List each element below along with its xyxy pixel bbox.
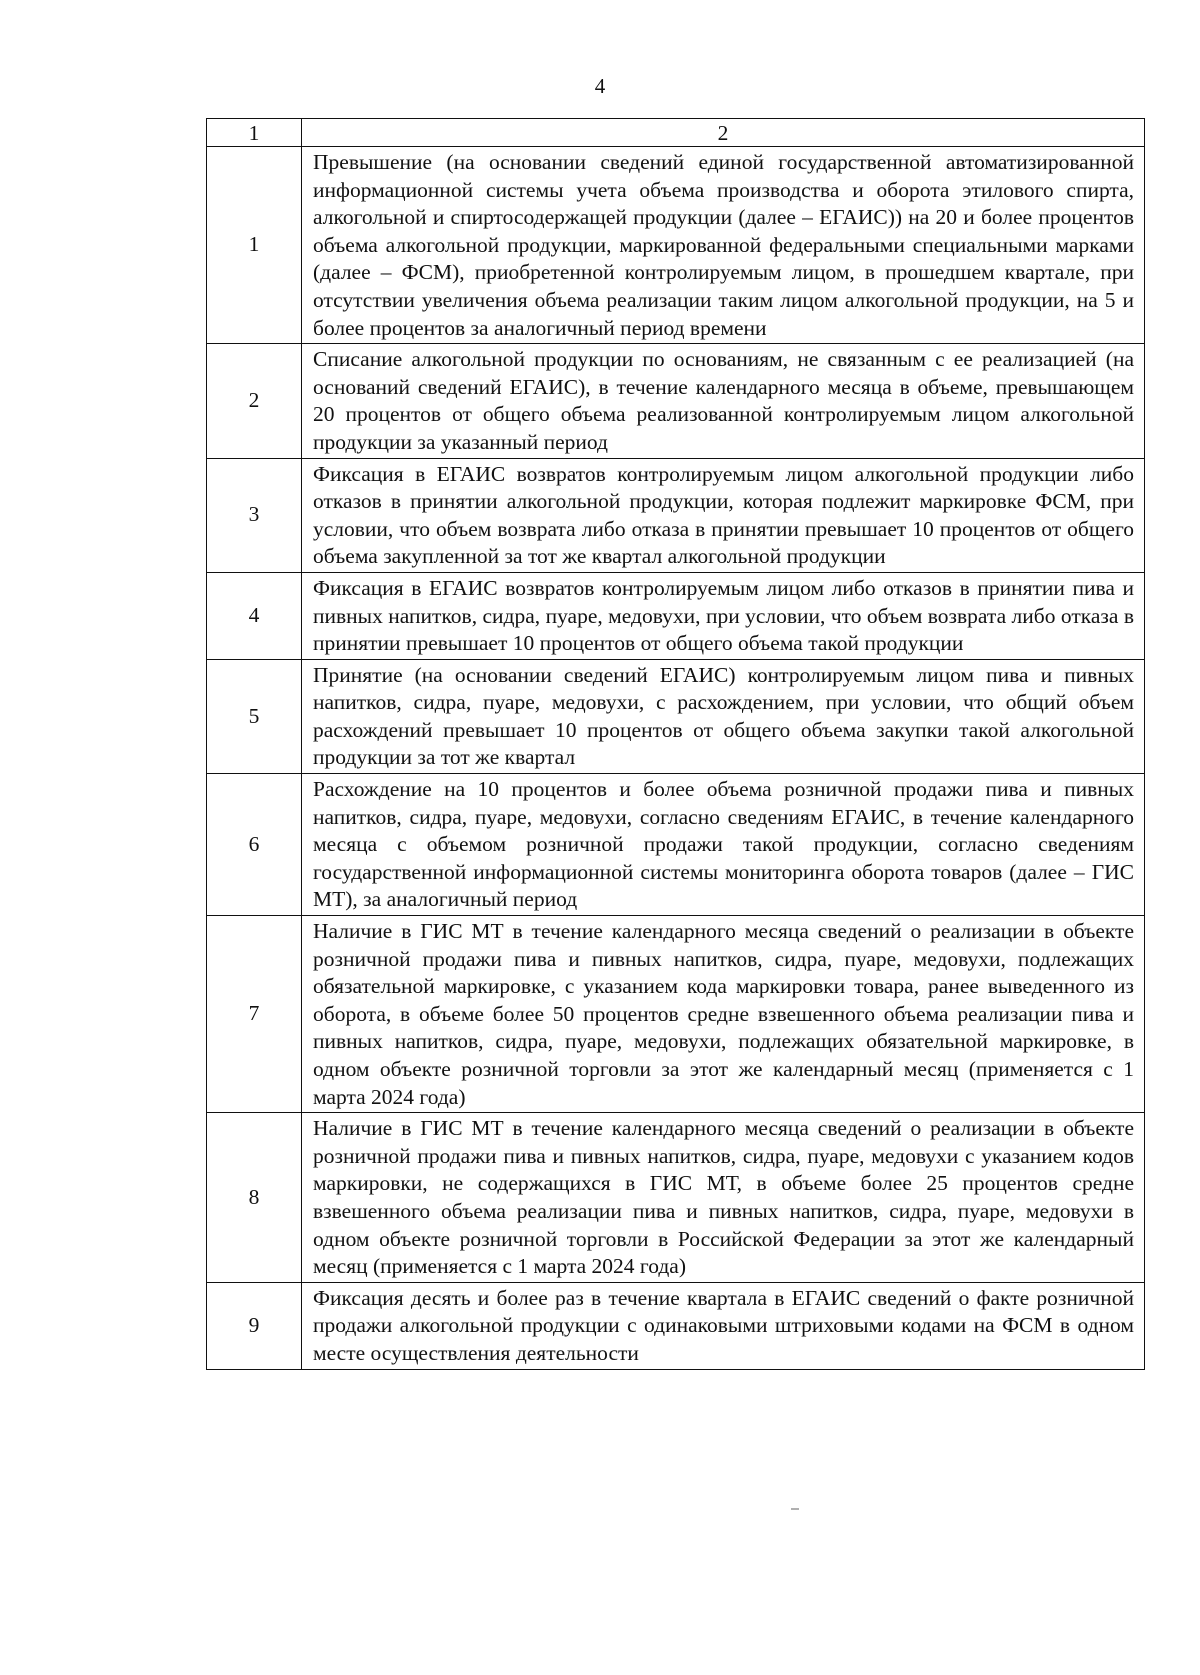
row-number: 4 [207,572,302,659]
row-number: 1 [207,147,302,344]
row-text: Списание алкогольной продукции по основаниям, не связанным с ее реализацией (на оснований сведений ЕГАИС), в течение календарного месяца в объеме, превышающем 20 процентов от общего объема реализованной контролируемым лицом алкогольной продукции за указанный период [302,344,1145,458]
page-number: 4 [594,74,606,98]
table-row [207,344,1145,458]
table-row [207,147,1145,344]
risk-indicators-table [206,118,1145,1370]
column-header-description: 2 [302,119,1145,147]
table-row [207,1282,1145,1369]
table-row [207,774,1145,916]
row-number: 9 [207,1282,302,1369]
row-text: Фиксация десять и более раз в течение квартала в ЕГАИС сведений о факте розничной продажи алкогольной продукции с одинаковыми штриховыми кодами на ФСМ в одном месте осуществления деятельности [302,1282,1145,1369]
row-text: Наличие в ГИС МТ в течение календарного месяца сведений о реализации в объекте розничной продажи пива и пивных напитков, сидра, пуаре, медовухи с указанием кодов маркировки, не содержащихся в ГИС МТ, в объеме более 25 процентов средне взвешенного объема реализации пива и пивных напитков, сидра, пуаре, медовухи в одном объекте розничной торговли в Российской Федерации за этот же календарный месяц (применяется с 1 марта 2024 года) [302,1113,1145,1283]
row-text: Расхождение на 10 процентов и более объема розничной продажи пива и пивных напитков, сидра, пуаре, медовухи, согласно сведениям ЕГАИС, в течение календарного месяца с объемом розничной продажи такой продукции, согласно сведениям государственной информационной системы мониторинга оборота товаров (далее – ГИС МТ), за аналогичный период [302,774,1145,916]
row-number: 7 [207,916,302,1113]
table-row [207,458,1145,572]
row-text: Фиксация в ЕГАИС возвратов контролируемым лицом либо отказов в принятии пива и пивных напитков, сидра, пуаре, медовухи, при условии, что объем возврата либо отказа в принятии превышает 10 процентов от общего объема такой продукции [302,572,1145,659]
table-row [207,572,1145,659]
row-number: 5 [207,659,302,773]
row-text: Превышение (на основании сведений единой государственной автоматизированной информационной системы учета объема производства и оборота этилового спирта, алкогольной и спиртосодержащей продукции (далее – ЕГАИС)) на 20 и более процентов объема алкогольной продукции, маркированной федеральными специальными марками (далее – ФСМ), приобретенной контролируемым лицом, в прошедшем квартале, при отсутствии увеличения объема реализации таким лицом алкогольной продукции, на 5 и более процентов за аналогичный период времени [302,147,1145,344]
table-row [207,1113,1145,1283]
row-number: 3 [207,458,302,572]
table-row [207,659,1145,773]
row-text: Принятие (на основании сведений ЕГАИС) контролируемым лицом пива и пивных напитков, сидра, пуаре, медовухи, с расхождением, при условии, что общий объем расхождений превышает 10 процентов от общего объема закупки такой алкогольной продукции за тот же квартал [302,659,1145,773]
scan-speck [791,1508,799,1510]
row-text: Фиксация в ЕГАИС возвратов контролируемым лицом алкогольной продукции либо отказов в принятии алкогольной продукции, которая подлежит маркировке ФСМ, при условии, что объем возврата либо отказа в принятии превышает 10 процентов от общего объема закупленной за тот же квартал алкогольной продукции [302,458,1145,572]
table-row [207,916,1145,1113]
table-header-row [207,119,1145,147]
row-text: Наличие в ГИС МТ в течение календарного месяца сведений о реализации в объекте розничной продажи пива и пивных напитков, сидра, пуаре, медовухи, подлежащих обязательной маркировке, с указанием кода маркировки товара, ранее выведенного из оборота, в объеме более 50 процентов средне взвешенного объема реализации пива и пивных напитков, сидра, пуаре, медовухи, подлежащих обязательной маркировке, в одном объекте розничной торговли за этот же календарный месяц (применяется с 1 марта 2024 года) [302,916,1145,1113]
row-number: 2 [207,344,302,458]
row-number: 6 [207,774,302,916]
row-number: 8 [207,1113,302,1283]
column-header-number: 1 [207,119,302,147]
